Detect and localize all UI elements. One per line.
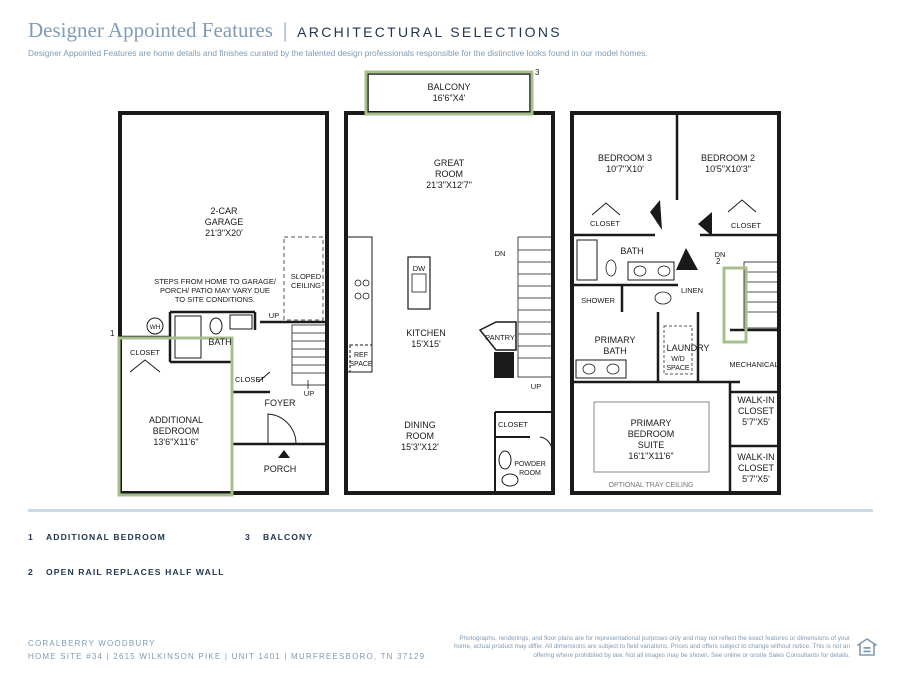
sloped-ceiling-label: SLOPED	[290, 272, 322, 281]
legend-label: BALCONY	[263, 532, 314, 542]
stair-up-label: UP	[268, 311, 280, 320]
bedroom-2-dimensions: 10'5"X10'3"	[705, 164, 751, 174]
page-subtitle: ARCHITECTURAL SELECTIONS	[297, 24, 562, 40]
ref-space-label: SPACE	[349, 361, 373, 368]
great-room-label: GREAT	[433, 158, 465, 168]
foyer-label: FOYER	[264, 398, 296, 408]
water-heater-label: WH	[149, 324, 161, 331]
entry-arrow-icon	[278, 450, 290, 458]
porch-label: PORCH	[263, 464, 297, 474]
entry-door-icon	[268, 414, 296, 444]
bedroom-label-2: BEDROOM	[152, 426, 200, 436]
divider-rule	[28, 509, 873, 512]
toilet-icon	[210, 318, 222, 334]
walkin-closet-dimensions: 5'7"X5'	[742, 417, 770, 427]
toilet-icon	[655, 292, 671, 304]
powder-room-label-2: ROOM	[519, 470, 541, 477]
stair-up-label: UP	[303, 389, 315, 398]
bedroom-dimensions: 13'6"X11'6"	[153, 437, 199, 447]
stair-down-label: DN	[494, 249, 506, 258]
legend-item	[245, 532, 313, 542]
pantry-column	[494, 352, 514, 378]
home-site-address: HOME SITE #34 | 2615 WILKINSON PIKE | UNIT 1401 | MURFREESBORO, TN 37129	[28, 652, 426, 661]
sink-icon	[412, 274, 426, 292]
cooktop-icon	[355, 280, 361, 286]
garage-label-2: GARAGE	[204, 217, 244, 227]
second-floor-plan	[346, 68, 553, 493]
balcony-label: BALCONY	[427, 82, 471, 92]
powder-toilet-icon	[502, 474, 518, 486]
pantry-label: PANTRY	[485, 333, 515, 342]
page-title: Designer Appointed Features	[28, 18, 273, 42]
callout-2-number: 2	[716, 257, 721, 266]
second-floor-stairs	[518, 237, 553, 377]
primary-suite-dimensions: 16'1"X11'6"	[628, 451, 674, 461]
primary-bath-label-2: BATH	[603, 346, 627, 356]
bedroom-label: ADDITIONAL	[148, 415, 204, 425]
steps-note: STEPS FROM HOME TO GARAGE/	[154, 277, 276, 286]
walkin-closet-label: WALK-IN	[737, 452, 775, 462]
garage-label: 2-CAR	[210, 206, 238, 216]
legend-item	[28, 567, 225, 577]
cooktop-icon	[355, 293, 361, 299]
sink-icon	[658, 266, 670, 276]
third-floor-stairs	[744, 262, 778, 328]
community-name: CORALBERRY WOODBURY	[28, 639, 156, 648]
legend-label: ADDITIONAL BEDROOM	[46, 532, 166, 542]
tray-ceiling-label: OPTIONAL TRAY CEILING	[608, 482, 694, 489]
walkin-closet-label-2: CLOSET	[737, 406, 775, 416]
wd-space-label: W/D	[671, 356, 685, 363]
wall-wedge	[650, 200, 662, 230]
closet-label: CLOSET	[730, 221, 762, 230]
primary-suite-label-3: SUITE	[637, 440, 665, 450]
legend-label: OPEN RAIL REPLACES HALF WALL	[46, 567, 225, 577]
balcony-dimensions: 16'6"X4'	[432, 93, 466, 103]
sink-icon	[607, 364, 619, 374]
mechanical-label: MECHANICAL	[729, 360, 779, 369]
toilet-icon	[606, 260, 616, 276]
third-floor-plan	[572, 113, 779, 493]
steps-note: PORCH/ PATIO MAY VARY DUE	[160, 286, 270, 295]
laundry-label: LAUNDRY	[666, 343, 710, 353]
closet-door-icon	[130, 360, 160, 372]
bedroom-2-label: BEDROOM 2	[700, 153, 756, 163]
stair-up-label: UP	[530, 382, 542, 391]
bath-label: BATH	[208, 337, 232, 347]
great-room-dimensions: 21'3"X12'7"	[426, 180, 472, 190]
walkin-closet-dimensions: 5'7"X5'	[742, 474, 770, 484]
garage-dimensions: 21'3"X20'	[205, 228, 243, 238]
wall-wedge	[698, 212, 712, 236]
dining-room-label: DINING	[404, 420, 436, 430]
dining-room-dimensions: 15'3"X12'	[401, 442, 439, 452]
title-separator: |	[282, 18, 288, 42]
great-room-label-2: ROOM	[435, 169, 463, 179]
closet-label: CLOSET	[234, 375, 266, 384]
page-description: Designer Appointed Features are home details and finishes curated by the talented design professionals responsible for the distinctive looks found in our model homes.	[28, 48, 648, 58]
primary-vanity-icon	[576, 360, 626, 378]
equal-housing-icon	[857, 637, 877, 657]
closet-label: CLOSET	[497, 420, 529, 429]
dining-room-label-2: ROOM	[406, 431, 434, 441]
first-floor-stairs	[292, 325, 326, 389]
legend-number: 3	[245, 532, 251, 542]
shower-label: SHOWER	[581, 296, 615, 305]
first-floor-plan	[110, 113, 327, 495]
steps-note: TO SITE CONDITIONS.	[174, 295, 256, 304]
dishwasher-label: DW	[412, 264, 426, 273]
stair-down-label: DN	[714, 250, 726, 259]
kitchen-label: KITCHEN	[406, 328, 446, 338]
footer-disclaimer: Photographs, renderings, and floor plans are for representational purposes only and may not reflect the exact features or dimensions of your home, actual product may differ. All dimensions are subject to field variations. Prices and offers subject to change without notice. This is not an offering where prohibited by law. Not all images may be shown. See online or onsite Sales Consultants for details.	[454, 635, 850, 659]
footer-address-block	[28, 637, 425, 663]
closet-door-icon	[728, 200, 756, 212]
linen-label: LINEN	[680, 286, 704, 295]
sink-icon	[230, 315, 252, 329]
bedroom-3-dimensions: 10'7"X10'	[606, 164, 644, 174]
kitchen-dimensions: 15'X15'	[411, 339, 441, 349]
primary-suite-label-2: BEDROOM	[627, 429, 675, 439]
powder-door-icon	[540, 437, 552, 450]
wd-space-label: SPACE	[666, 365, 690, 372]
bath-label: BATH	[620, 246, 644, 256]
walkin-closet-label: WALK-IN	[737, 395, 775, 405]
closet-door-icon	[592, 203, 620, 215]
powder-sink-icon	[499, 451, 511, 469]
cooktop-icon	[363, 280, 369, 286]
legend-item	[28, 532, 166, 542]
callout-3-number: 3	[535, 68, 540, 77]
wall-wedge	[676, 248, 698, 270]
sink-icon	[634, 266, 646, 276]
cooktop-icon	[363, 293, 369, 299]
closet-label: CLOSET	[129, 348, 161, 357]
vanity-icon	[628, 262, 674, 280]
bedroom-3-label: BEDROOM 3	[597, 153, 653, 163]
legend-number: 2	[28, 567, 34, 577]
legend-number: 1	[28, 532, 34, 542]
walkin-closet-label-2: CLOSET	[737, 463, 775, 473]
bathtub-icon	[577, 240, 597, 280]
primary-suite-label: PRIMARY	[630, 418, 672, 428]
sink-icon	[583, 364, 595, 374]
callout-1-number: 1	[110, 329, 115, 338]
primary-bath-label: PRIMARY	[594, 335, 636, 345]
closet-label: CLOSET	[589, 219, 621, 228]
sloped-ceiling-label: CEILING	[290, 281, 322, 290]
powder-room-label: POWDER	[514, 461, 546, 468]
ref-space-label: REF	[354, 352, 368, 359]
